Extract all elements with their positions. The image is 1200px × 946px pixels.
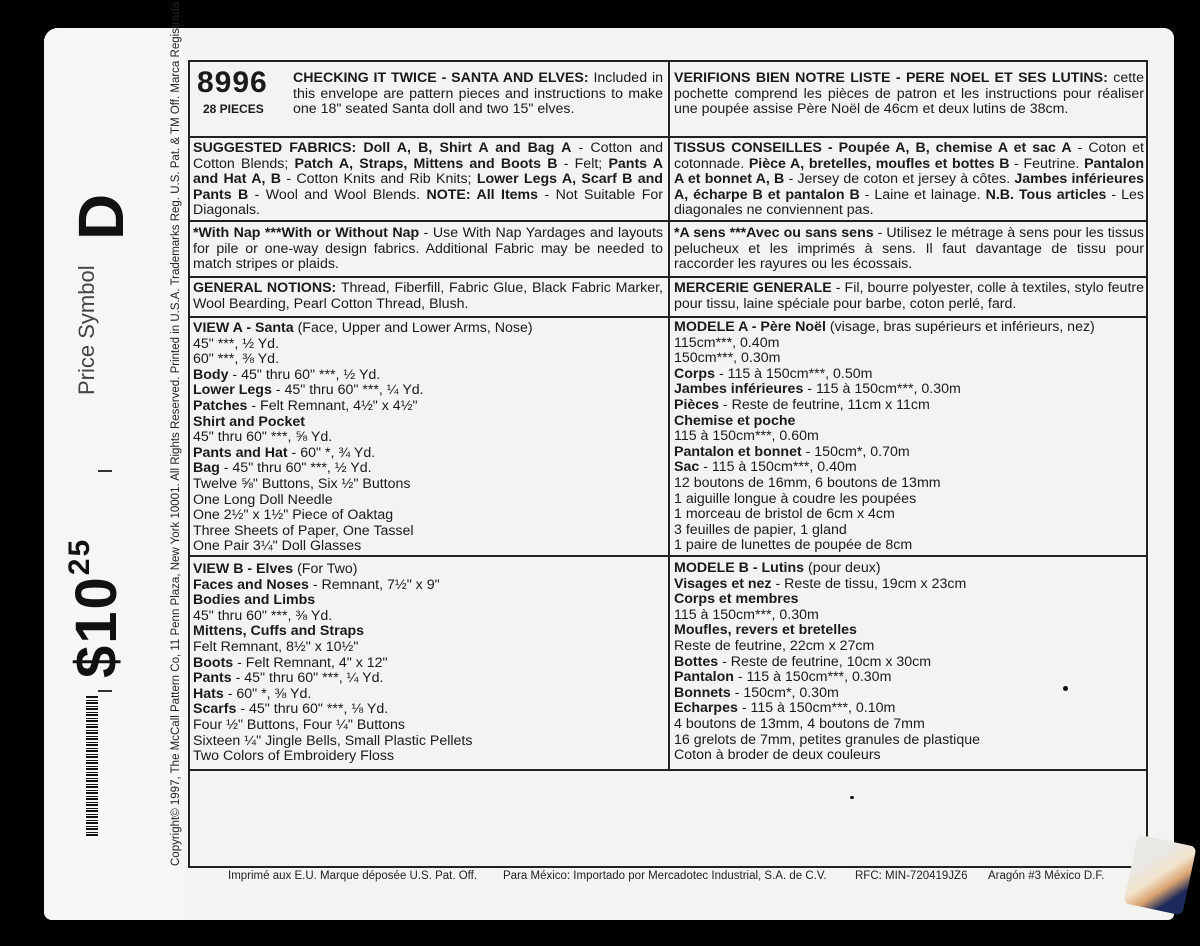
material-line (193, 383, 663, 399)
footer-rfc: RFC: MIN-720419JZ6 (855, 870, 968, 882)
material-label: Sac (674, 459, 700, 476)
material-line (674, 476, 1144, 492)
row-divider (188, 555, 1148, 557)
material-line (674, 701, 1144, 717)
material-line (193, 399, 663, 415)
material-label: Scarfs (193, 701, 237, 718)
material-label: Bag (193, 460, 220, 477)
material-line (674, 623, 1144, 639)
material-amount: - 115 à 150cm***, 0.30m (733, 669, 892, 686)
material-amount: Two Colors of Embroidery Floss (193, 748, 395, 765)
fabric-desc: - Coton et cotonnade. (674, 140, 1144, 172)
material-line (193, 578, 663, 594)
material-amount: - 115 à 150cm***, 0.50m (715, 365, 873, 382)
material-line (674, 748, 1144, 764)
material-label: Bottes (674, 653, 719, 670)
nap-en-bold: *With Nap ***With or Without Nap (193, 225, 420, 241)
material-amount: - Reste de tissu, 19cm x 23cm (771, 575, 967, 592)
material-line (193, 609, 663, 625)
notions-french (674, 281, 1144, 312)
fabric-desc: - Les diagonales ne conviennent pas. (674, 186, 1144, 219)
fabric-desc: - Cotton and Cotton Blends; (193, 140, 663, 172)
material-line (674, 492, 1144, 508)
material-line (674, 592, 1144, 608)
material-amount: Felt Remnant, 8½" x 10½" (193, 638, 359, 655)
nap-fr-bold: *A sens ***Avec ou sans sens (674, 225, 874, 241)
material-line (193, 702, 663, 718)
material-line (193, 352, 663, 368)
material-amount: - 150cm*, 0.30m (730, 684, 839, 701)
row-divider (188, 316, 1148, 318)
material-amount: (For Two) (293, 561, 358, 577)
material-label: Jambes inférieures (674, 381, 804, 398)
fabric-desc: - Jersey de coton et jersey à côtes. (784, 171, 1015, 188)
material-amount: - 115 à 150cm***, 0.40m (699, 459, 857, 476)
material-amount: 115 à 150cm***, 0.30m (674, 606, 819, 623)
material-amount: 1 morceau de bristol de 6cm x 4cm (674, 506, 895, 523)
material-amount: 150cm***, 0.30m (674, 350, 781, 367)
footer-address: Aragón #3 México D.F. (988, 870, 1105, 882)
material-line (674, 351, 1144, 367)
material-label: Corps et membres (674, 591, 799, 608)
pattern-number: 8996 (197, 66, 268, 99)
fabric-note: N.B. Tous articles (985, 186, 1107, 203)
material-amount: (Face, Upper and Lower Arms, Nose) (293, 320, 533, 336)
material-line (193, 734, 663, 750)
fabric-item: Pantalon A et bonnet A, B (674, 155, 1144, 188)
material-line (674, 717, 1144, 733)
fabrics-en-title: SUGGESTED FABRICS: (193, 140, 357, 156)
material-label: Pièces (674, 396, 719, 413)
material-line (674, 414, 1144, 430)
copyright-notice: Copyright© 1997, The McCall Pattern Co, 11 Penn Plaza, New York 10001. All Rights Reserved. Printed in U.S.A. Trademarks Reg. U.S. Pat. & TM Off. Marca Registrada (170, 1, 182, 866)
material-amount: 60" ***, ⅜ Yd. (193, 351, 280, 368)
material-label: MODELE A - Père Noël (674, 319, 826, 335)
material-line (674, 670, 1144, 686)
header-english (293, 71, 663, 118)
material-label: Faces and Noses (193, 576, 309, 593)
material-label: MODELE B - Lutins (674, 560, 805, 576)
material-amount: 1 paire de lunettes de poupée de 8cm (674, 537, 913, 554)
ink-spot (1063, 686, 1068, 691)
material-line (193, 321, 663, 337)
material-amount: - 45" thru 60" ***, ½ Yd. (219, 460, 372, 477)
material-amount: Sixteen ¼" Jingle Bells, Small Plastic Pellets (193, 732, 473, 749)
material-line (193, 539, 663, 555)
notions-fr-text: - Fil, bourre polyester, colle à textiles, stylo feutre pour tissu, laine spéciale pour barbe, coton perlé, fard. (674, 280, 1145, 312)
torn-corner (1123, 835, 1196, 916)
view-b-english (193, 562, 663, 765)
header-en-title: CHECKING IT TWICE - SANTA AND ELVES: (293, 70, 589, 86)
material-line (674, 460, 1144, 476)
material-amount: - 45" thru 60" ***, ¼ Yd. (231, 670, 384, 687)
fabric-item: Patch A, Straps, Mittens and Boots B (294, 155, 558, 172)
material-line (193, 368, 663, 384)
material-line (674, 429, 1144, 445)
material-amount: - Felt Remnant, 4½" x 4½" (247, 397, 418, 414)
nap-french (674, 226, 1144, 273)
material-line (193, 624, 663, 640)
material-label: Pantalon et bonnet (674, 443, 802, 460)
fabric-desc: - Not Suitable For Diagonals. (193, 186, 663, 219)
material-amount: (pour deux) (804, 560, 881, 576)
material-label: Mittens, Cuffs and Straps (193, 623, 365, 640)
material-line (193, 524, 663, 540)
material-amount: 16 grelots de 7mm, petites granules de plastique (674, 731, 981, 748)
material-label: Echarpes (674, 700, 738, 717)
material-line (193, 415, 663, 431)
nap-fr-text: - Utilisez le métrage à sens pour les tissus pelucheux et les imprimés à sens. Il faut davantage de tissu pour raccorder les rayures ou les écossais. (674, 225, 1145, 273)
material-amount: One Pair 3¼" Doll Glasses (193, 538, 362, 555)
material-line (193, 446, 663, 462)
material-line (193, 640, 663, 656)
material-amount: Twelve ⅝" Buttons, Six ½" Buttons (193, 475, 411, 492)
material-line (674, 336, 1144, 352)
material-line (193, 718, 663, 734)
material-label: Lower Legs (193, 382, 272, 399)
material-line (193, 671, 663, 687)
material-label: VIEW A - Santa (193, 320, 294, 336)
material-label: Corps (674, 365, 715, 382)
material-label: Shirt and Pocket (193, 413, 305, 430)
price-dollars: $10 (64, 575, 129, 678)
material-line (193, 508, 663, 524)
material-label: Body (193, 366, 229, 383)
material-line (193, 656, 663, 672)
row-divider (188, 769, 1148, 771)
view-b-french (674, 561, 1144, 764)
material-line (674, 608, 1144, 624)
material-amount: 45" thru 60" ***, ⅜ Yd. (193, 607, 333, 624)
material-amount: Coton à broder de deux couleurs (674, 747, 881, 764)
row-divider (188, 276, 1148, 278)
material-line (674, 561, 1144, 577)
column-divider (668, 60, 670, 770)
header-french (674, 71, 1144, 118)
tick-mark (98, 470, 112, 472)
material-amount: Three Sheets of Paper, One Tassel (193, 522, 414, 539)
material-line (193, 477, 663, 493)
material-amount: Four ½" Buttons, Four ¼" Buttons (193, 716, 405, 733)
material-label: Pantalon (674, 669, 734, 686)
nap-english (193, 226, 663, 273)
material-amount: - 150cm*, 0.70m (801, 443, 910, 460)
material-amount: One Long Doll Needle (193, 491, 333, 508)
material-amount: - Reste de feutrine, 11cm x 11cm (718, 396, 930, 413)
fabrics-english (193, 141, 663, 219)
fabric-desc: - Wool and Wool Blends. (248, 186, 427, 203)
notions-fr-bold: MERCERIE GENERALE (674, 280, 832, 296)
material-amount: - 60" *, ⅜ Yd. (223, 685, 312, 702)
material-line (193, 687, 663, 703)
piece-count: 28 PIECES (203, 102, 264, 116)
material-amount: - Felt Remnant, 4" x 12" (233, 654, 388, 671)
fabric-item: Pants A and Hat A, B (193, 155, 663, 188)
fabric-desc: - Cotton Knits and Rib Knits; (280, 171, 477, 188)
barcode (86, 696, 98, 836)
notions-en-bold: GENERAL NOTIONS: (193, 280, 337, 296)
fabric-desc: - Felt; (557, 155, 609, 172)
material-line (674, 320, 1144, 336)
material-amount: - 60" *, ¾ Yd. (287, 444, 376, 461)
material-amount: One 2½" x 1½" Piece of Oaktag (193, 507, 394, 524)
fabric-item: Lower Legs A, Scarf B and Pants B (193, 171, 663, 203)
material-label: Patches (193, 397, 248, 414)
material-line (193, 493, 663, 509)
material-amount: - 115 à 150cm***, 0.30m (803, 381, 961, 398)
price-letter: D (65, 193, 137, 240)
material-line (193, 337, 663, 353)
material-label: Pants and Hat (193, 444, 288, 461)
fabric-item: Doll A, B, Shirt A and Bag A (363, 140, 572, 156)
material-label: Bonnets (674, 684, 731, 701)
material-amount: Reste de feutrine, 22cm x 27cm (674, 637, 875, 654)
material-line (674, 398, 1144, 414)
material-amount: - Remnant, 7½" x 9" (308, 576, 440, 593)
material-line (193, 430, 663, 446)
tick-mark (98, 690, 112, 692)
price-symbol-label: Price Symbol (74, 265, 99, 395)
view-a-english (193, 321, 663, 555)
ink-spot (850, 796, 854, 799)
header-fr-title: VERIFIONS BIEN NOTRE LISTE - PERE NOEL ET SES LUTINS: (674, 70, 1108, 86)
material-line (193, 593, 663, 609)
fabric-desc: - Feutrine. (1009, 155, 1085, 172)
material-line (674, 577, 1144, 593)
fabrics-french (674, 141, 1144, 219)
material-label: Pants (193, 670, 232, 687)
material-line (674, 367, 1144, 383)
material-label: Hats (193, 685, 224, 702)
material-amount: 3 feuilles de papier, 1 gland (674, 521, 847, 538)
material-amount: 45" ***, ½ Yd. (193, 335, 280, 352)
fabric-item: - Poupée A, B, chemise A et sac A (821, 140, 1072, 156)
material-label: Boots (193, 654, 234, 671)
material-line (193, 562, 663, 578)
fabric-note: NOTE: All Items (426, 186, 539, 203)
fabric-item: Pièce A, bretelles, moufles et bottes B (748, 155, 1010, 172)
material-label: Visages et nez (674, 575, 772, 592)
nap-en-text: - Use With Nap Yardages and layouts for pile or one-way design fabrics. Additional Fabric may be needed to match stripes or plaids. (193, 225, 663, 273)
fabric-desc: - Laine et lainage. (859, 186, 986, 203)
material-line (674, 445, 1144, 461)
material-line (674, 733, 1144, 749)
material-label: VIEW B - Elves (193, 561, 294, 577)
material-label: Chemise et poche (674, 412, 796, 429)
fabrics-fr-title: TISSUS CONSEILLES (674, 140, 822, 156)
material-label: Moufles, revers et bretelles (674, 622, 857, 639)
envelope-left-margin (44, 28, 184, 920)
material-amount: 115cm***, 0.40m (674, 334, 780, 351)
header-fr-text: cette pochette comprend les pièces de patron et les instructions pour réaliser une poupée assise Père Noël de 46cm et deux lutins de 38cm. (674, 70, 1144, 118)
material-line (674, 523, 1144, 539)
material-amount: 12 boutons de 16mm, 6 boutons de 13mm (674, 474, 941, 491)
footer-import: Para México: Importado por Mercadotec Industrial, S.A. de C.V. (503, 870, 827, 882)
footer-trademark: Imprimé aux E.U. Marque déposée U.S. Pat. Off. (228, 870, 478, 882)
row-divider (188, 220, 1148, 222)
price-cents: 25 (63, 537, 96, 576)
price (63, 538, 130, 678)
material-line (674, 655, 1144, 671)
material-line (674, 538, 1144, 554)
material-amount: (visage, bras supérieurs et inférieurs, nez) (825, 319, 1095, 335)
material-amount: 4 boutons de 13mm, 4 boutons de 7mm (674, 715, 925, 732)
material-amount: 45" thru 60" ***, ⅝ Yd. (193, 429, 333, 446)
material-line (674, 382, 1144, 398)
material-line (193, 461, 663, 477)
material-label: Bodies and Limbs (193, 592, 316, 609)
material-amount: - 45" thru 60" ***, ½ Yd. (228, 366, 381, 383)
material-line (674, 639, 1144, 655)
material-line (674, 686, 1144, 702)
material-amount: 115 à 150cm***, 0.60m (674, 428, 819, 445)
view-a-french (674, 320, 1144, 554)
header-en-text: Included in this envelope are pattern pieces and instructions to make one 18" seated Santa doll and two 15" elves. (293, 70, 663, 118)
material-line (193, 749, 663, 765)
material-amount: - Reste de feutrine, 10cm x 30cm (718, 653, 932, 670)
material-amount: - 115 à 150cm***, 0.10m (737, 700, 896, 717)
fabric-item: Jambes inférieures A, écharpe B et pantalon B (674, 171, 1144, 203)
notions-en-text: Thread, Fiberfill, Fabric Glue, Black Fabric Marker, Wool Bearding, Pearl Cotton Thread, Blush. (193, 280, 663, 312)
notions-english (193, 281, 663, 312)
material-amount: 1 aiguille longue à coudre les poupées (674, 490, 917, 507)
material-amount: - 45" thru 60" ***, ¼ Yd. (271, 382, 424, 399)
material-line (674, 507, 1144, 523)
row-divider (188, 136, 1148, 138)
material-amount: - 45" thru 60" ***, ⅛ Yd. (236, 701, 389, 718)
